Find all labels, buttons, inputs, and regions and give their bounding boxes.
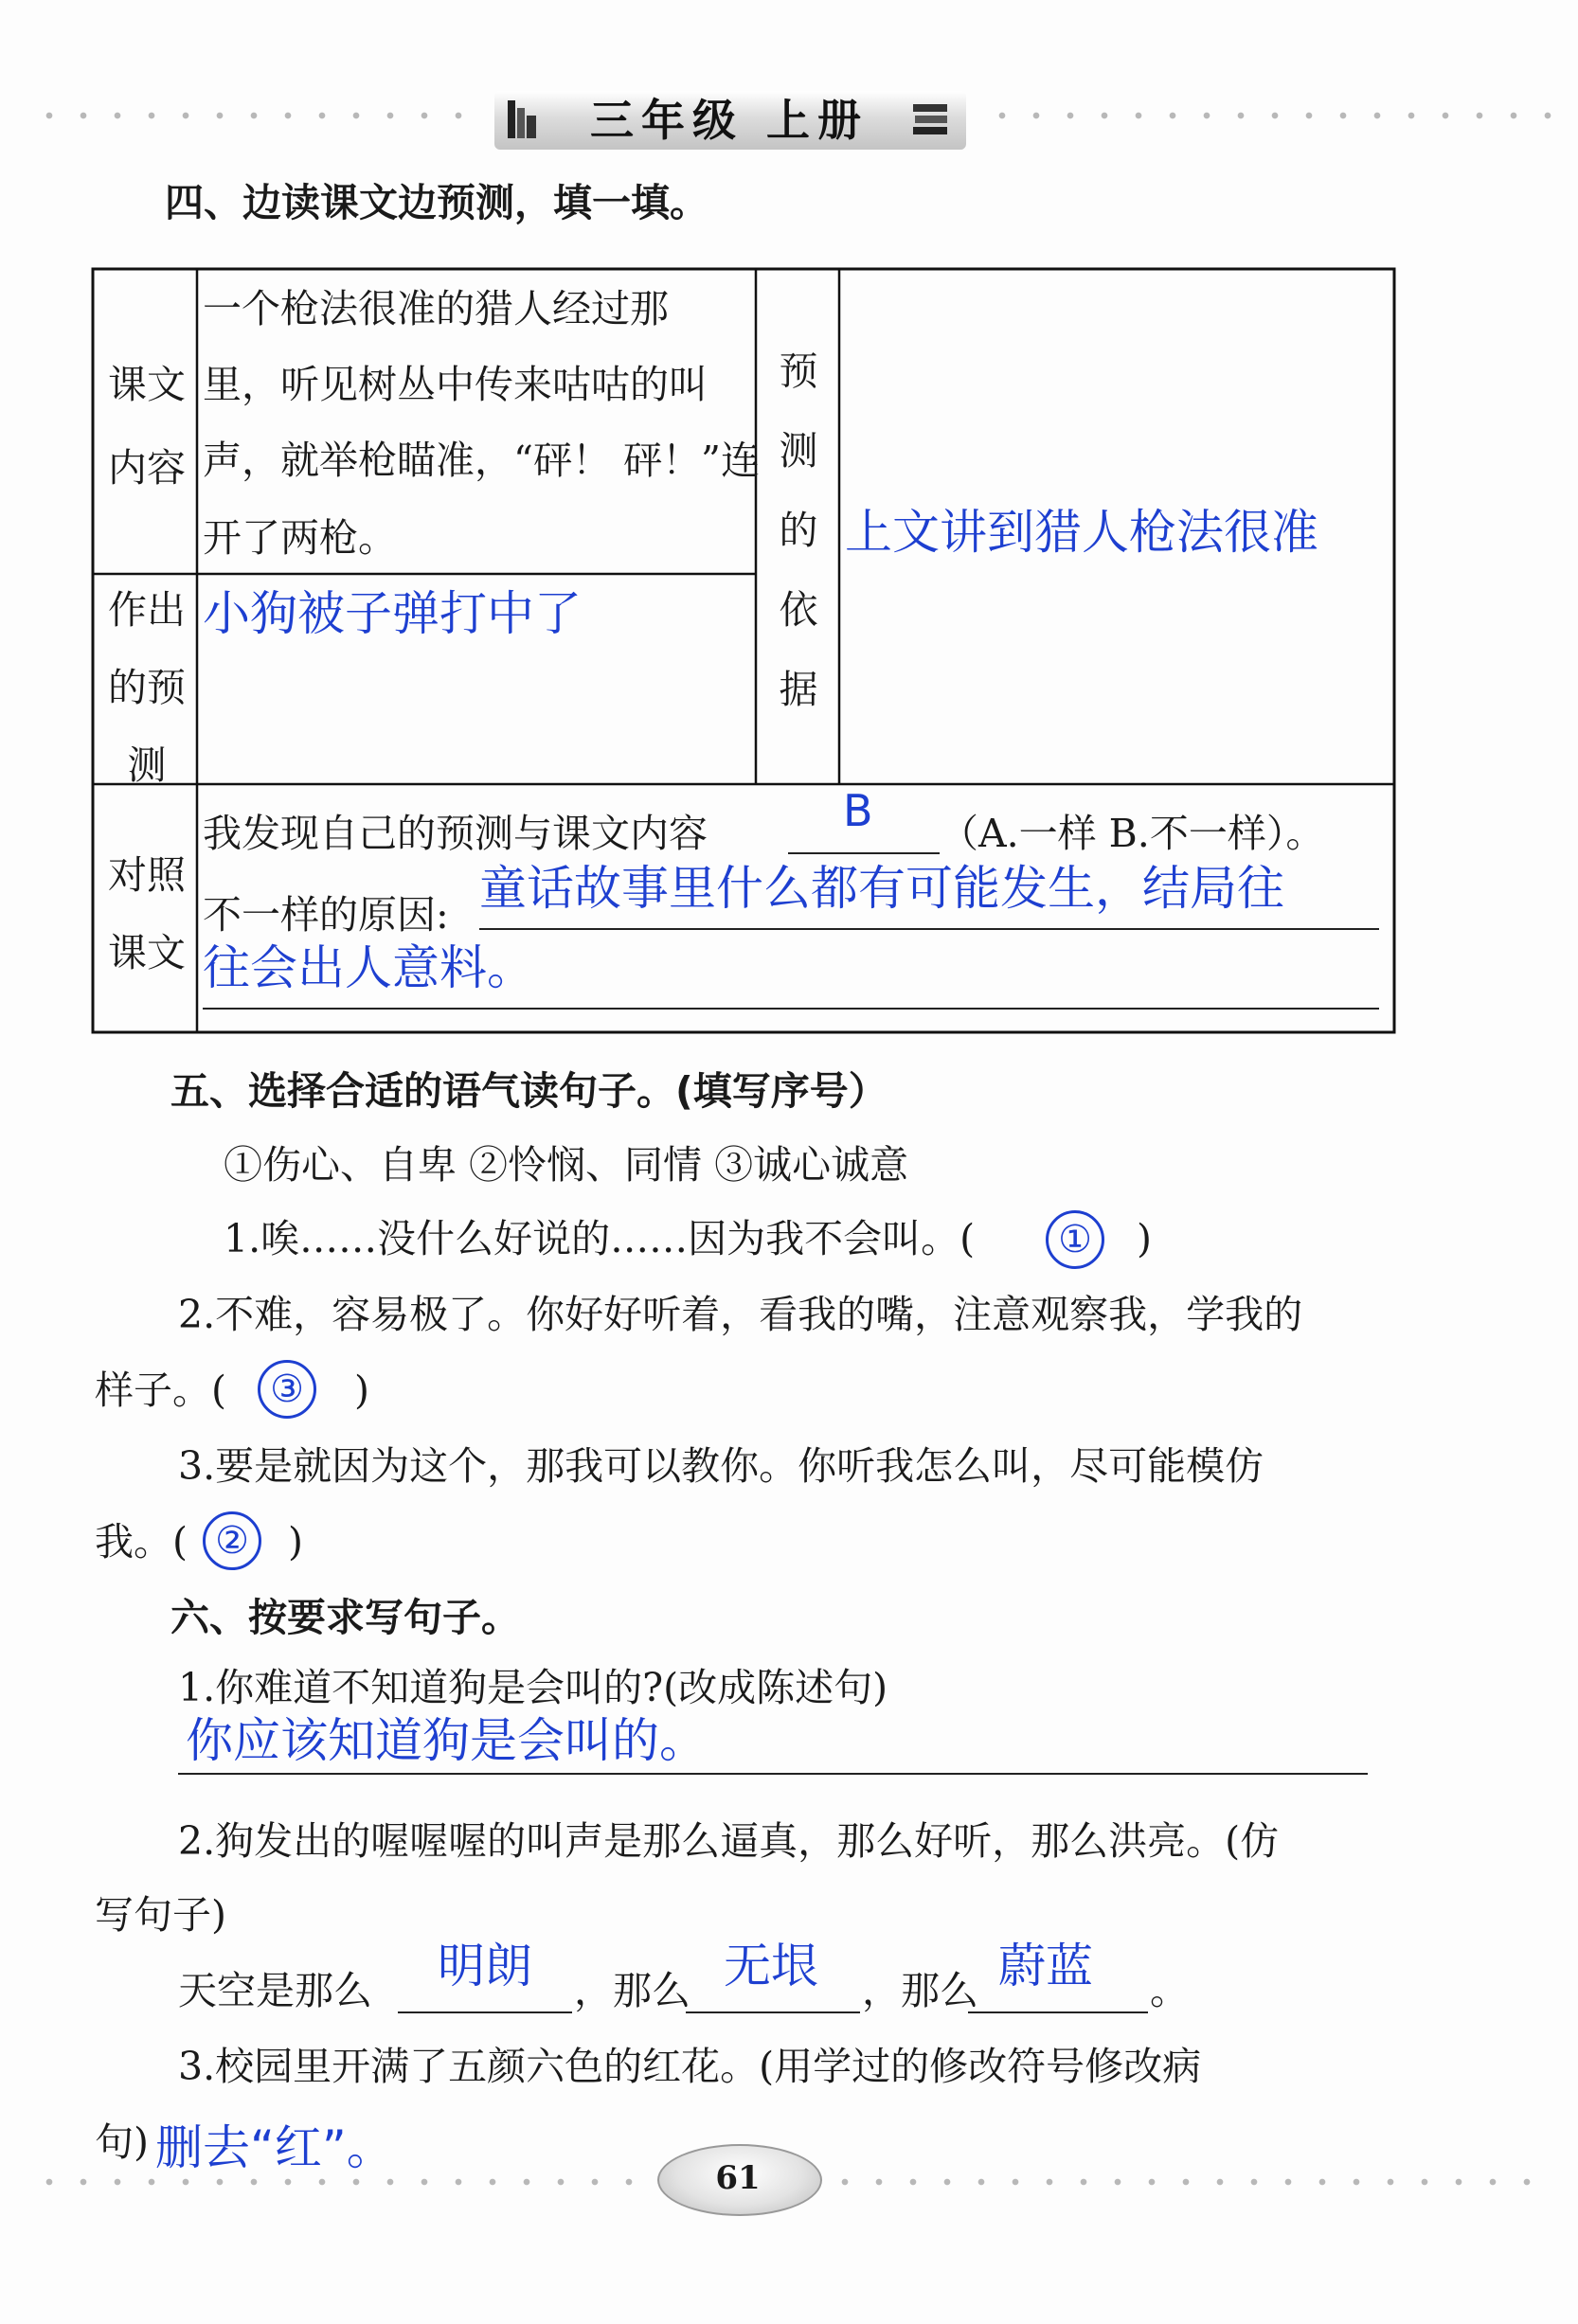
section6-q1-answer: 你应该知道狗是会叫的。 (186, 1713, 707, 1768)
basis-answer: 上文讲到猎人枪法很准 (845, 505, 1318, 560)
section6-q3-line1: 3.校园里开满了五颜六色的红花。(用学过的修改符号修改病 (178, 2044, 1202, 2089)
label-basis-4: 依 (779, 587, 818, 633)
footer-dots-right (828, 2178, 1548, 2186)
section6-q2-answer-2: 无垠 (724, 1939, 818, 1993)
page-number: 61 (715, 2159, 761, 2197)
book-stack-icon (504, 95, 542, 142)
section6-q2-answer-1: 明朗 (438, 1939, 532, 1993)
section5-options: ①伤心、自卑 ②怜悯、同情 ③诚心诚意 (224, 1142, 909, 1188)
compare-text-pre: 我发现自己的预测与课文内容 (203, 811, 708, 856)
section6-q2-blank-1 (398, 2011, 572, 2013)
label-basis-5: 据 (779, 667, 818, 712)
section4-heading: 四、边读课文边预测，填一填。 (165, 180, 708, 225)
section6-q2-answer-3: 蔚蓝 (998, 1939, 1093, 1993)
section5-q1: 1.唉……没什么好说的……因为我不会叫。( (224, 1216, 976, 1261)
section5-heading: 五、选择合适的语气读句子。(填写序号） (170, 1068, 888, 1114)
section5-q3-close: ) (288, 1519, 303, 1564)
header-dots-left (32, 112, 477, 119)
label-basis-2: 测 (779, 428, 818, 474)
label-content-line2: 内容 (108, 445, 186, 491)
section6-q2-mid1: ，那么 (574, 1968, 690, 2013)
reason-line-2 (203, 1008, 1379, 1010)
reason-answer-line1: 童话故事里什么都有可能发生，结局往 (479, 861, 1284, 916)
label-compare-line2: 课文 (108, 930, 186, 975)
section6-q1-line (178, 1773, 1368, 1775)
section6-q3-answer: 删去“红”。 (155, 2120, 394, 2175)
label-predict-line3: 测 (127, 742, 167, 788)
section6-q2-end: 。 (1150, 1968, 1189, 2013)
content-line-1: 一个枪法很准的猎人经过那 (203, 286, 669, 331)
section6-q2-line1: 2.狗发出的喔喔喔的叫声是那么逼真，那么好听，那么洪亮。(仿 (178, 1818, 1280, 1864)
section5-q3-line2: 我。( (95, 1519, 188, 1564)
section5-q2-close: ) (354, 1368, 369, 1413)
header-dots-right (985, 112, 1553, 119)
section5-q1-answer: ① (1046, 1210, 1104, 1269)
compare-text-post: （A.一样 B.不一样）。 (940, 811, 1325, 856)
label-compare-line1: 对照 (108, 852, 186, 898)
section6-q2-line2: 写句子) (95, 1892, 226, 1938)
section5-q3-line1: 3.要是就因为这个，那我可以教你。你听我怎么叫，尽可能模仿 (178, 1443, 1264, 1489)
section5-q2-answer: ③ (258, 1360, 316, 1419)
content-line-4: 开了两枪。 (203, 515, 397, 561)
section6-heading: 六、按要求写句子。 (170, 1595, 520, 1640)
label-basis-3: 的 (779, 508, 818, 553)
header-title: 三年级 上册 (589, 95, 869, 146)
section5-q2-line2: 样子。( (95, 1368, 226, 1413)
reason-line-1 (479, 928, 1379, 930)
label-predict-line1: 作出 (108, 587, 186, 633)
book-stack-icon (909, 95, 953, 142)
content-line-3: 声，就举枪瞄准，“砰！ 砰！”连 (203, 438, 760, 483)
prediction-answer: 小狗被子弹打中了 (203, 586, 582, 641)
section5-q1-close: ) (1137, 1216, 1152, 1261)
reason-answer-line2: 往会出人意料。 (203, 940, 534, 995)
compare-choice-answer: B (843, 785, 873, 836)
label-basis-1: 预 (779, 349, 818, 394)
section6-q2-blank-2 (686, 2011, 860, 2013)
section6-q3-line2: 句) (95, 2119, 149, 2165)
label-content-line1: 课文 (108, 362, 186, 407)
section5-q3-answer: ② (203, 1511, 261, 1570)
reason-label: 不一样的原因: (203, 892, 449, 938)
compare-choice-blank (788, 852, 940, 854)
section6-q2-pre: 天空是那么 (178, 1968, 372, 2013)
section6-q1: 1.你难道不知道狗是会叫的?(改成陈述句) (178, 1665, 888, 1710)
section5-q2-line1: 2.不难，容易极了。你好好听着，看我的嘴，注意观察我，学我的 (178, 1292, 1303, 1337)
label-predict-line2: 的预 (108, 665, 186, 710)
section6-q2-blank-3 (968, 2011, 1148, 2013)
footer-dots-left (32, 2178, 648, 2186)
content-line-2: 里，听见树丛中传来咕咕的叫 (203, 362, 708, 407)
section6-q2-mid2: ，那么 (862, 1968, 978, 2013)
